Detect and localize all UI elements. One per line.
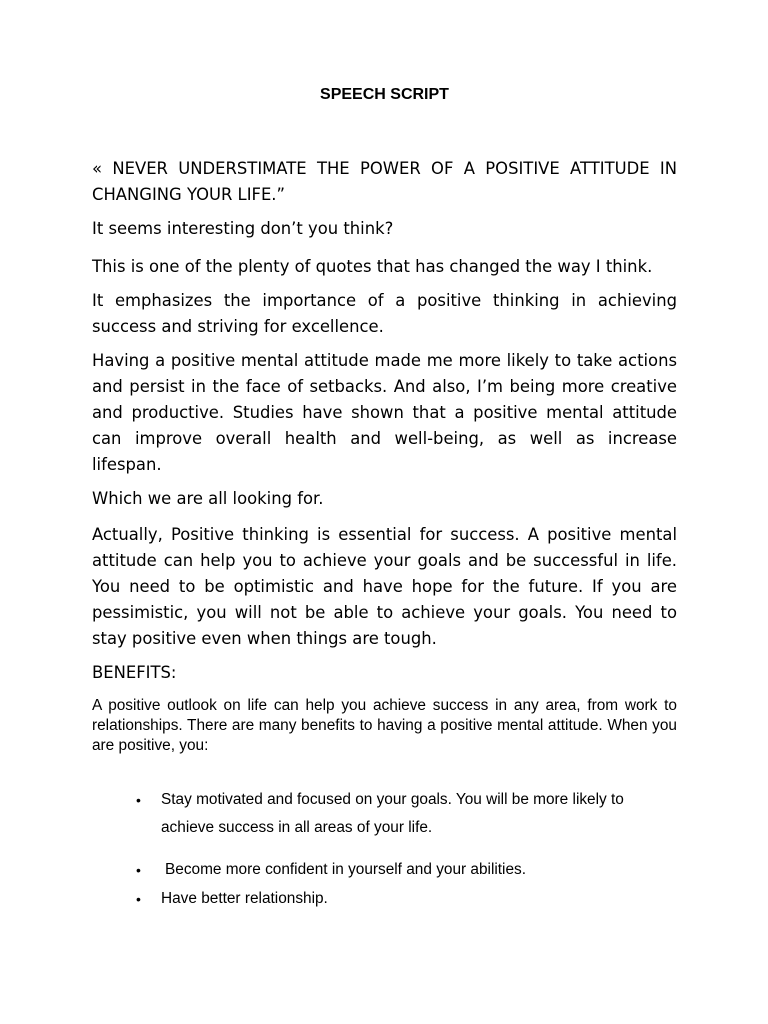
benefits-intro: A positive outlook on life can help you achieve success in any area, from work to relationships. There are many benefits to having a positive mental attitude. When you are positive, you: — [92, 697, 677, 754]
opening-quote: « NEVER UNDERSTIMATE THE POWER OF A POSITIVE ATTITUDE IN CHANGING YOUR LIFE.” — [92, 159, 677, 204]
document-title: SPEECH SCRIPT — [320, 86, 449, 103]
paragraph: It emphasizes the importance of a positive thinking in achieving success and striving for excellence. — [92, 291, 677, 336]
paragraph: Actually, Positive thinking is essential for success. A positive mental attitude can help you to achieve your goals and be successful in life. You need to be optimistic and have hope for the future. If you are pessimistic, you will not be able to achieve your goals. You need to stay positive even when things are tough. — [92, 525, 677, 648]
benefits-heading: BENEFITS: — [92, 663, 177, 682]
bullet-icon: • — [136, 862, 141, 878]
paragraph: Which we are all looking for. — [92, 489, 324, 508]
paragraph: It seems interesting don’t you think? — [92, 219, 394, 238]
bullet-icon: • — [136, 891, 141, 907]
list-item-text: Stay motivated and focused on your goals. You will be more likely to achieve success in all areas of your life. — [161, 791, 624, 836]
list-item-text: Become more confident in yourself and your abilities. — [165, 861, 527, 878]
list-item-text: Have better relationship. — [161, 890, 328, 907]
paragraph: Having a positive mental attitude made me more likely to take actions and persist in the face of setbacks. And also, I’m being more creative and productive. Studies have shown that a positive mental attitude can improve overall health and well-being, as well as increase lifespan. — [92, 351, 677, 474]
bullet-icon: • — [136, 792, 141, 808]
paragraph: This is one of the plenty of quotes that has changed the way I think. — [92, 257, 653, 276]
